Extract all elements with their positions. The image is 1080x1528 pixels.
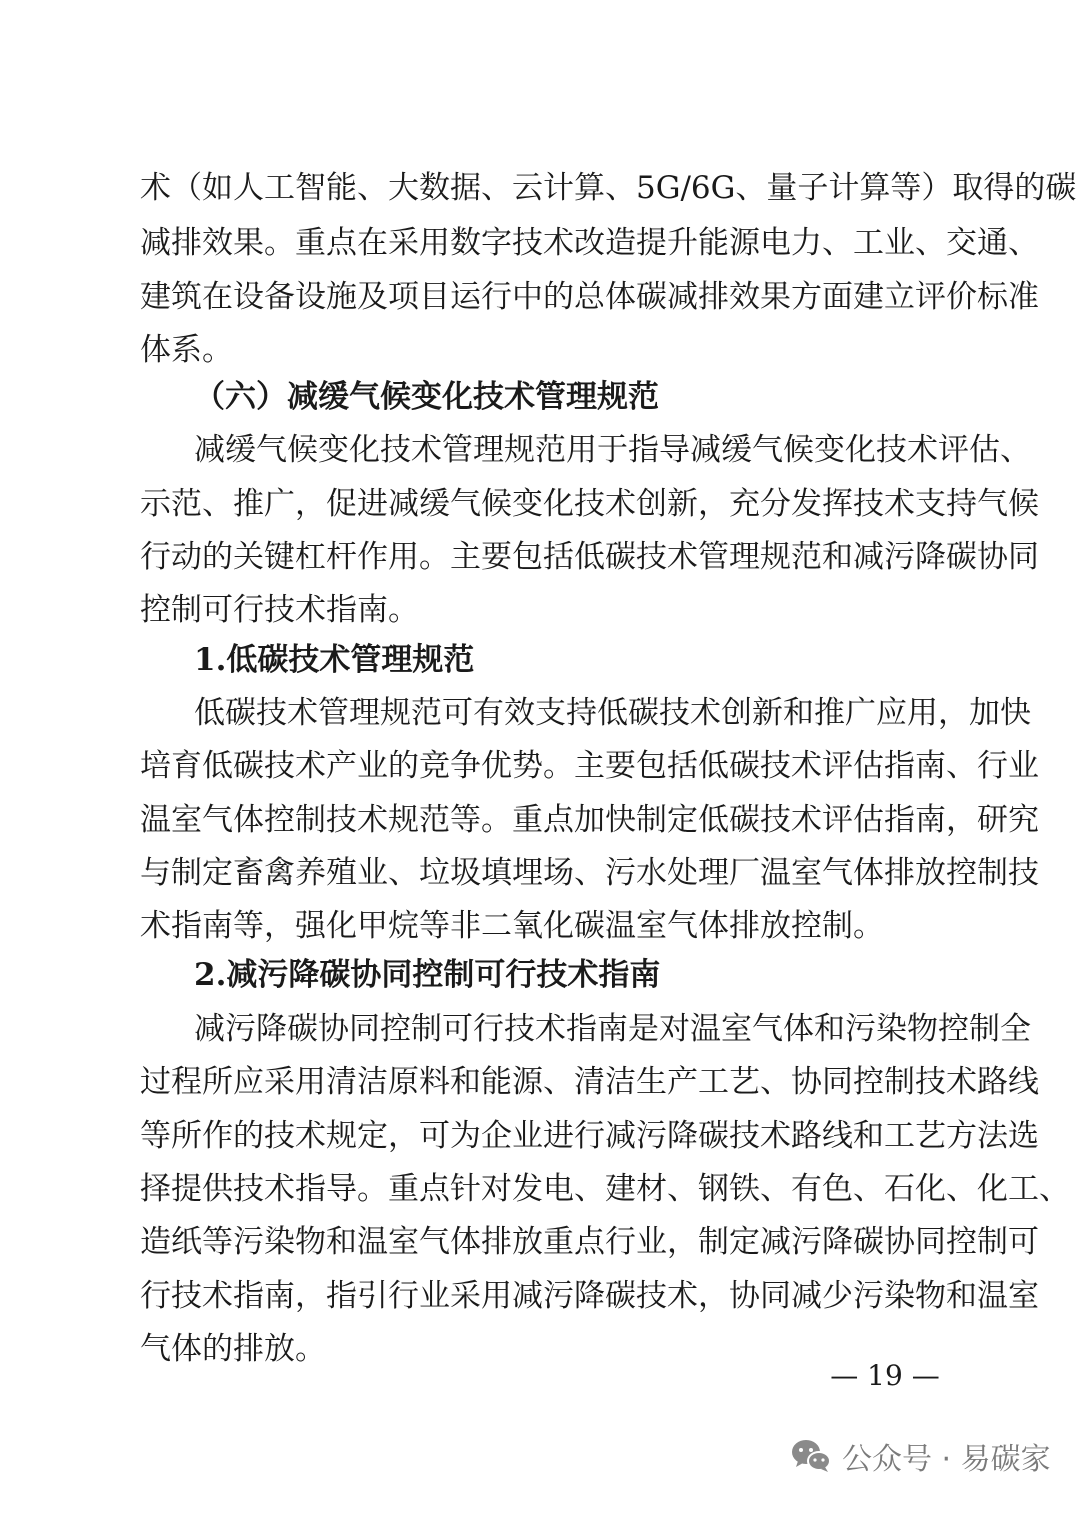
wechat-icon bbox=[790, 1438, 832, 1474]
paragraph-line: 培育低碳技术产业的竞争优势。主要包括低碳技术评估指南、行业 bbox=[140, 748, 1039, 784]
section-heading: （六）减缓气候变化技术管理规范 bbox=[194, 379, 659, 415]
paragraph-line: 建筑在设备设施及项目运行中的总体碳减排效果方面建立评价标准 bbox=[140, 279, 1039, 315]
paragraph-line: 术指南等，强化甲烷等非二氧化碳温室气体排放控制。 bbox=[140, 908, 884, 944]
subsection-heading: 2.减污降碳协同控制可行技术指南 bbox=[194, 957, 661, 993]
paragraph-line: 减缓气候变化技术管理规范用于指导减缓气候变化技术评估、 bbox=[194, 432, 1031, 468]
paragraph-line: 温室气体控制技术规范等。重点加快制定低碳技术评估指南，研究 bbox=[140, 802, 1039, 838]
paragraph-line: 减污降碳协同控制可行技术指南是对温室气体和污染物控制全 bbox=[194, 1011, 1031, 1047]
paragraph-line: 示范、推广，促进减缓气候变化技术创新，充分发挥技术支持气候 bbox=[140, 486, 1039, 522]
watermark bbox=[790, 1432, 1051, 1480]
paragraph-line: 气体的排放。 bbox=[140, 1331, 326, 1367]
paragraph-line: 行动的关键杠杆作用。主要包括低碳技术管理规范和减污降碳协同 bbox=[140, 539, 1039, 575]
paragraph-line: 行技术指南，指引行业采用减污降碳技术，协同减少污染物和温室 bbox=[140, 1278, 1039, 1314]
watermark-text: 公众号 · 易碳家 bbox=[842, 1442, 1051, 1477]
paragraph-line: 术（如人工智能、大数据、云计算、5G/6G、量子计算等）取得的碳 bbox=[140, 170, 1077, 206]
paragraph-line: 等所作的技术规定，可为企业进行减污降碳技术路线和工艺方法选 bbox=[140, 1118, 1039, 1154]
subsection-heading: 1.低碳技术管理规范 bbox=[194, 642, 475, 678]
paragraph-line: 择提供技术指导。重点针对发电、建材、钢铁、有色、石化、化工、 bbox=[140, 1171, 1070, 1207]
paragraph-line: 造纸等污染物和温室气体排放重点行业，制定减污降碳协同控制可 bbox=[140, 1224, 1039, 1260]
paragraph-line: 低碳技术管理规范可有效支持低碳技术创新和推广应用，加快 bbox=[194, 695, 1031, 731]
paragraph-line: 控制可行技术指南。 bbox=[140, 592, 419, 628]
paragraph-line: 体系。 bbox=[140, 332, 233, 368]
paragraph-line: 与制定畜禽养殖业、垃圾填埋场、污水处理厂温室气体排放控制技 bbox=[140, 855, 1039, 891]
paragraph-line: 过程所应采用清洁原料和能源、清洁生产工艺、协同控制技术路线 bbox=[140, 1064, 1039, 1100]
page-number: — 19 — bbox=[830, 1359, 940, 1392]
paragraph-line: 减排效果。重点在采用数字技术改造提升能源电力、工业、交通、 bbox=[140, 225, 1039, 261]
